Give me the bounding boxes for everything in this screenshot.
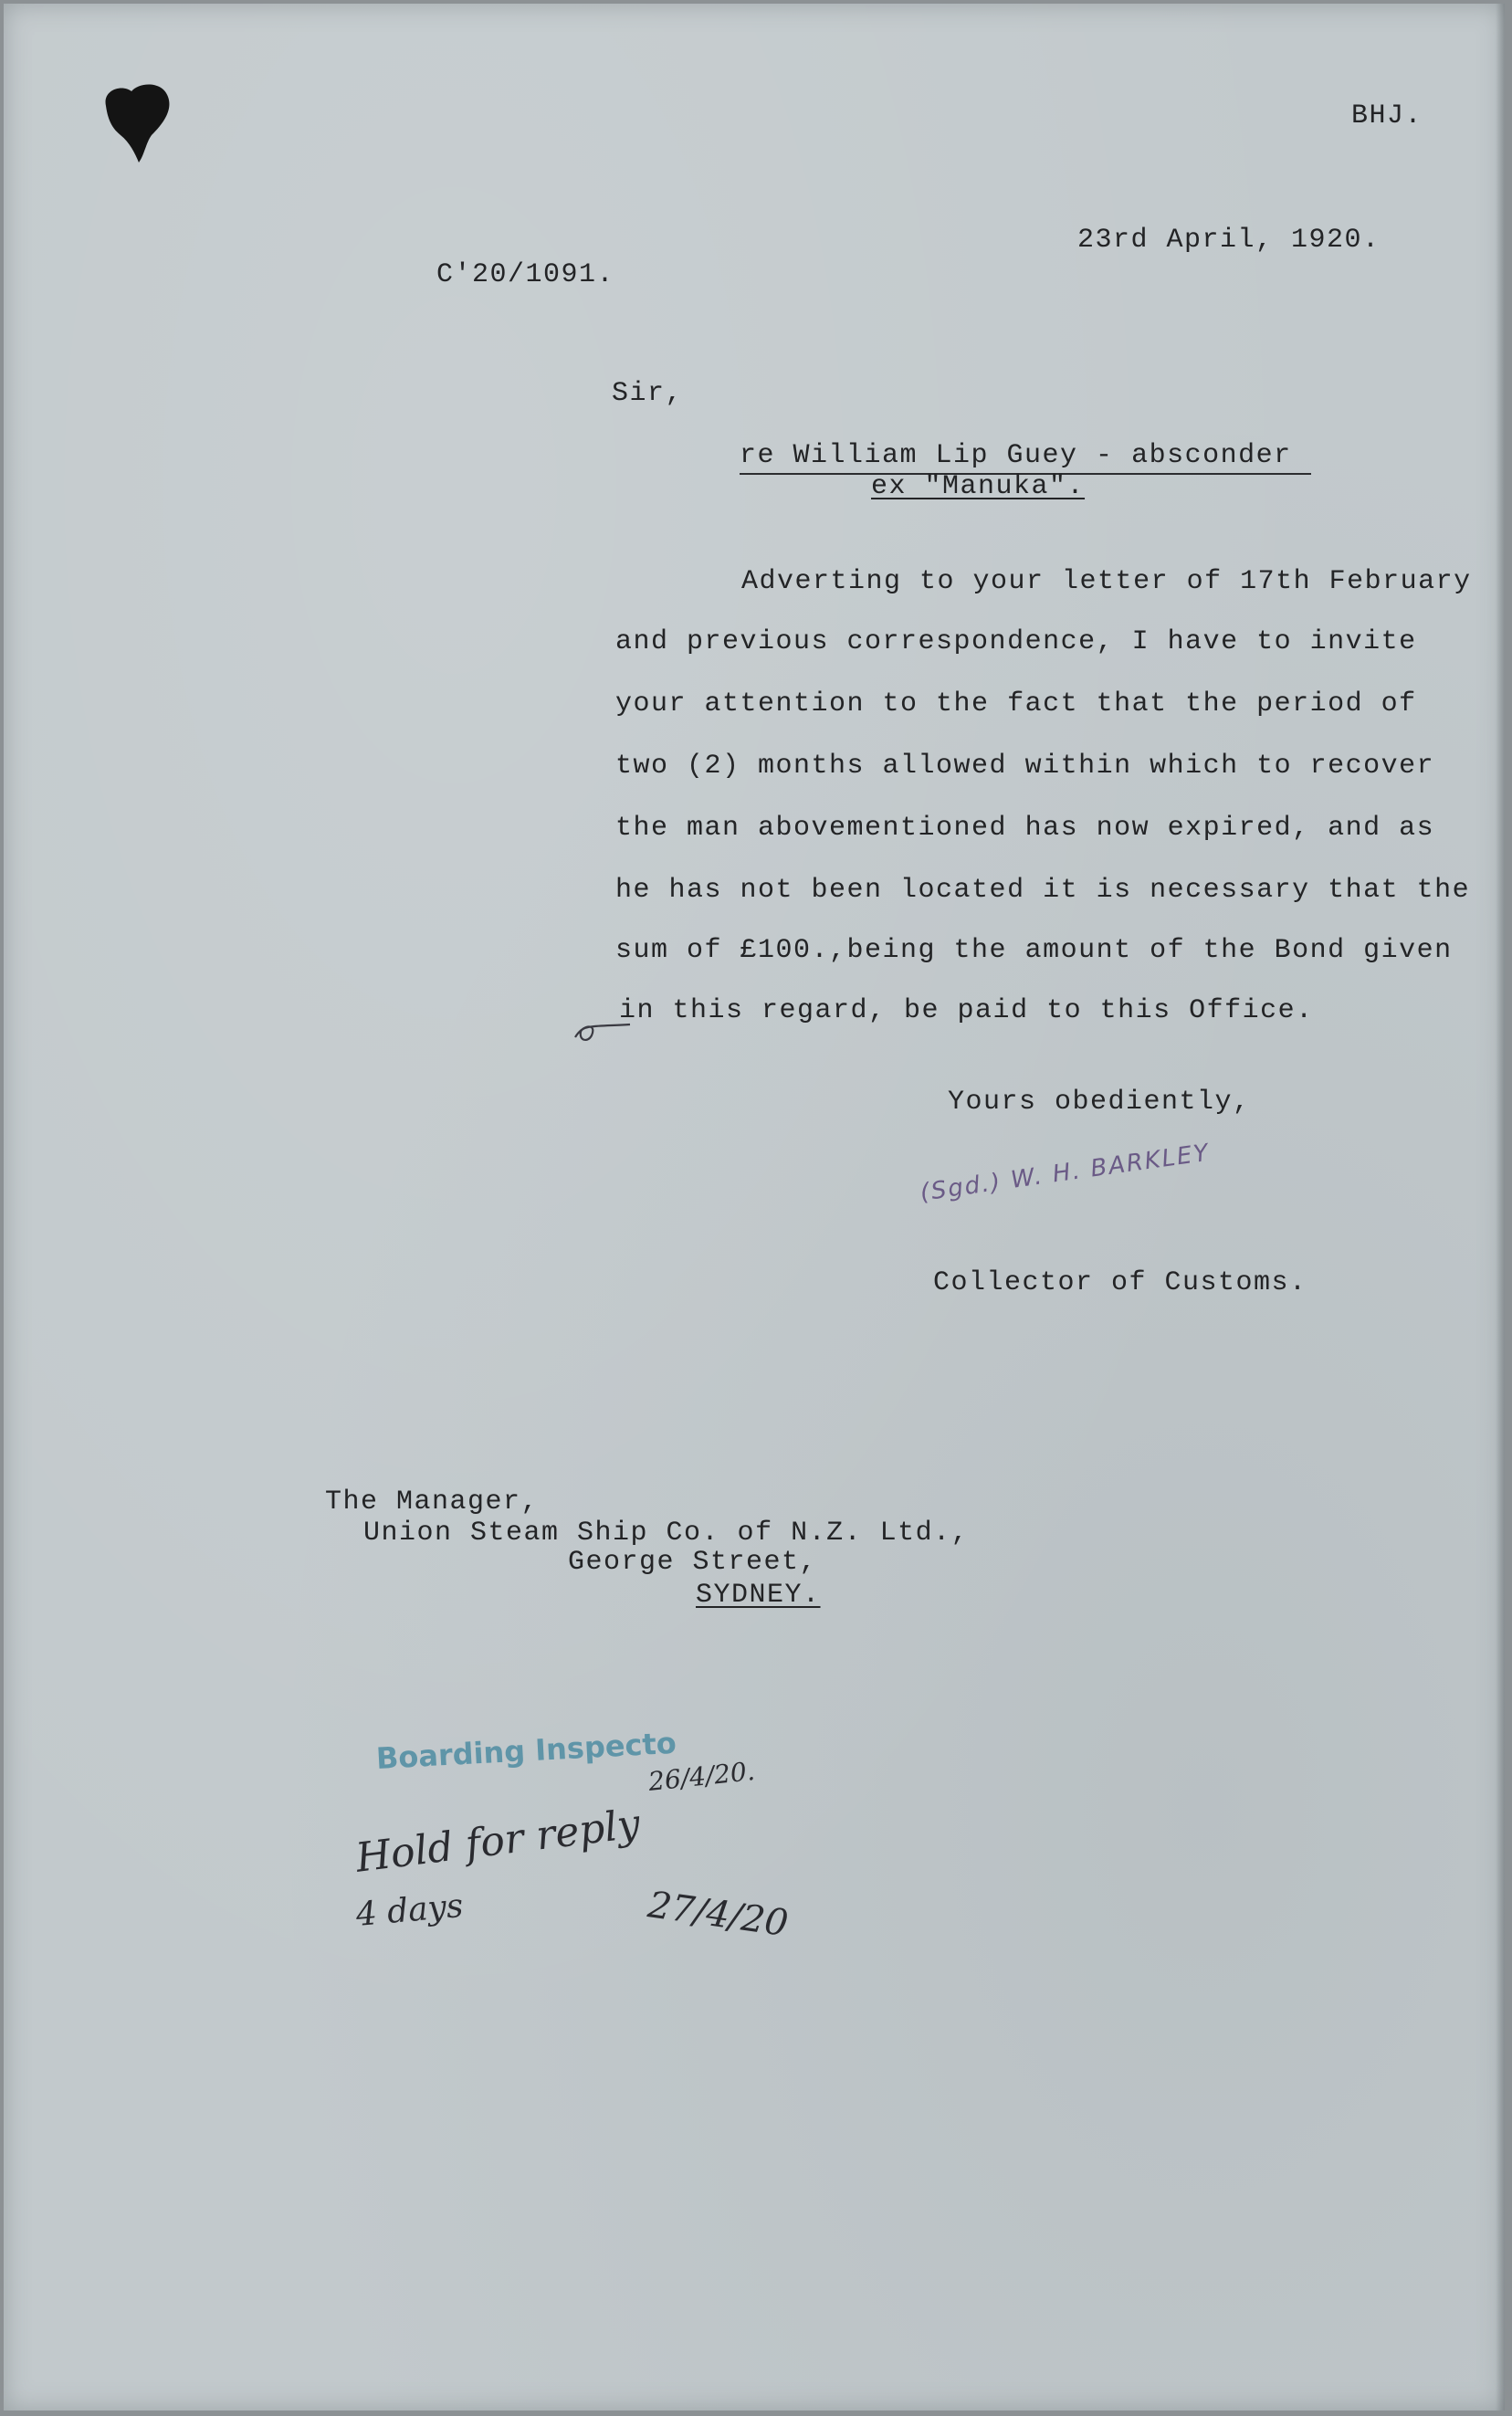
handwritten-note-line-1: Hold for reply <box>352 1801 643 1882</box>
handwritten-note-line-2: 4 days <box>354 1886 465 1934</box>
signatory-title: Collector of Customs. <box>933 1267 1307 1298</box>
signature-stamp: (Sgd.) W. H. BARKLEY <box>918 1139 1213 1207</box>
ink-blot <box>99 79 175 166</box>
reference-number: C'20/1091. <box>436 259 615 290</box>
body-line-4: two (2) months allowed within which to recover <box>615 751 1435 782</box>
typist-initials: BHJ. <box>1351 100 1423 131</box>
body-line-6: he has not been located it is necessary that the <box>615 875 1471 906</box>
address-line-4: SYDNEY. <box>696 1580 821 1611</box>
address-line-3: George Street, <box>568 1547 818 1578</box>
body-line-1: Adverting to your letter of 17th February <box>741 566 1472 597</box>
body-line-7: sum of £100.,being the amount of the Bond given <box>615 935 1453 966</box>
salutation: Sir, <box>612 378 684 409</box>
subject-line-2: ex "Manuka". <box>871 471 1086 502</box>
body-line-8: in this regard, be paid to this Office. <box>619 995 1314 1026</box>
margin-tick-mark <box>570 1006 634 1046</box>
letter-date: 23rd April, 1920. <box>1077 225 1381 256</box>
address-line-2: Union Steam Ship Co. of N.Z. Ltd., <box>363 1518 970 1549</box>
body-line-3: your attention to the fact that the period of <box>615 688 1417 720</box>
boarding-inspector-stamp: Boarding Inspecto <box>375 1725 677 1776</box>
paper-edge-shadow <box>1496 4 1505 2411</box>
body-line-2: and previous correspondence, I have to invite <box>615 626 1417 657</box>
closing: Yours obediently, <box>948 1087 1251 1118</box>
address-line-1: The Manager, <box>325 1486 540 1518</box>
letter-sheet <box>4 4 1505 2411</box>
body-line-5: the man abovementioned has now expired, and as <box>615 813 1435 844</box>
subject-line-1: re William Lip Guey - absconder <box>740 440 1292 471</box>
stamp-handwritten-date: 26/4/20. <box>646 1755 757 1798</box>
handwritten-initialled-date: 27/4/20 <box>645 1884 791 1946</box>
